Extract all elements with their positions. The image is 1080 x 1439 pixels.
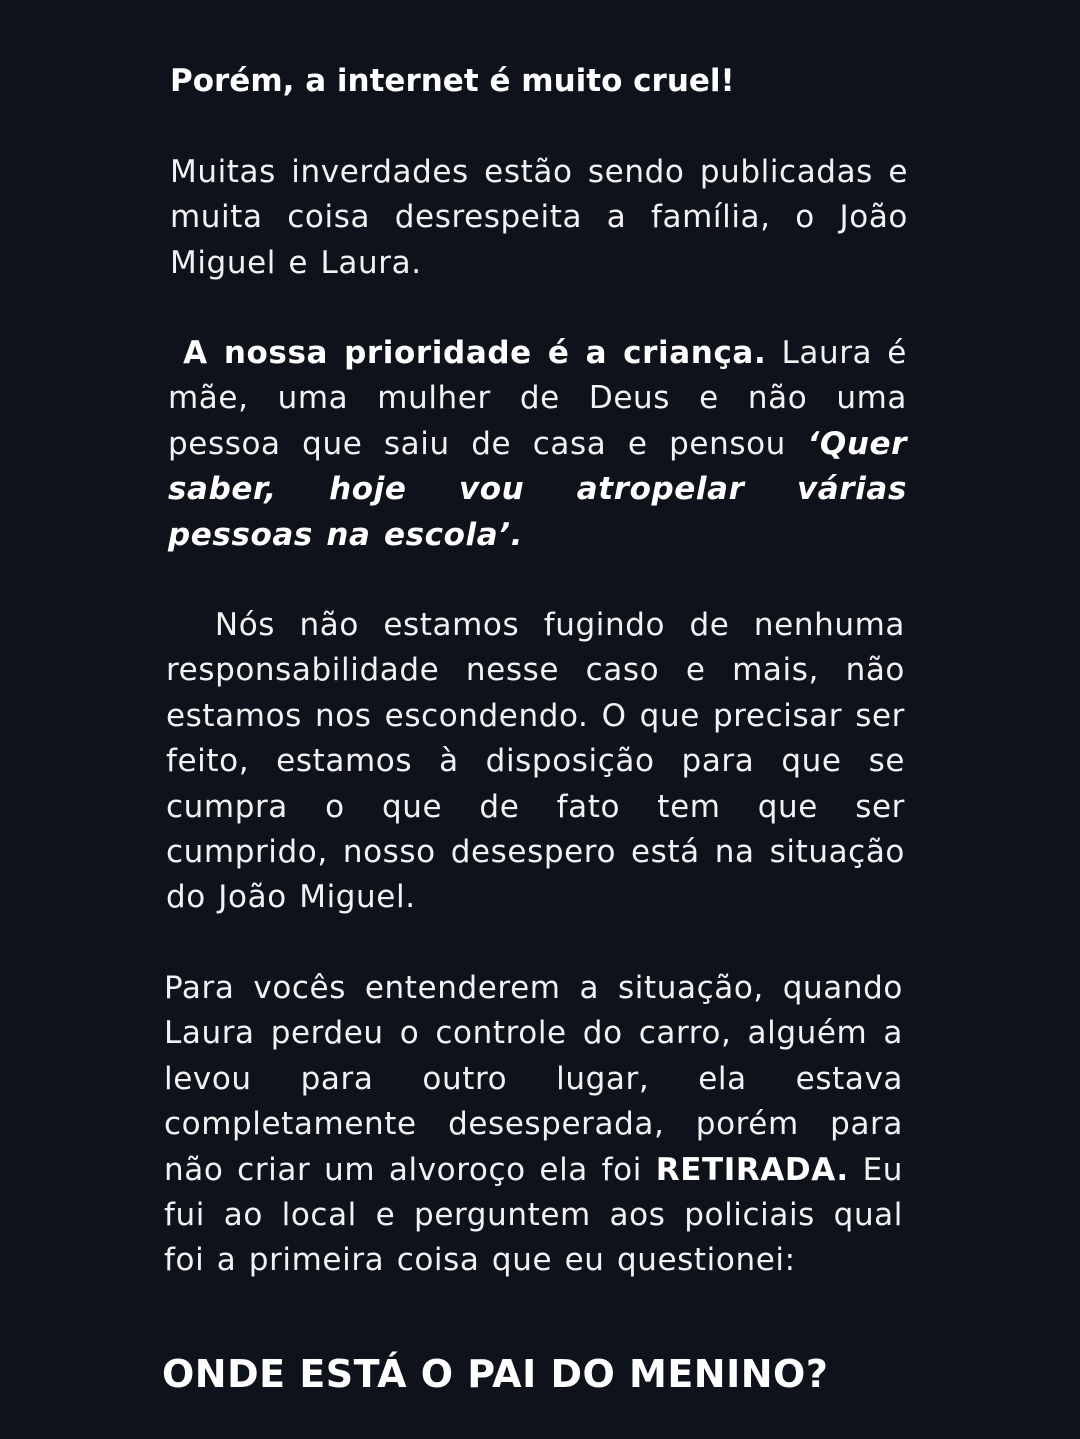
priority-statement: A nossa prioridade é a criança.	[183, 335, 767, 371]
paragraph-1	[170, 150, 908, 286]
paragraph-4-text-after: Eu fui ao local e perguntem aos policiais qual foi a primeira coisa que eu questionei:	[164, 1151, 904, 1279]
paragraph-3	[166, 603, 905, 921]
quote: ‘Quer saber, hoje vou atropelar várias pessoas na escola’.	[168, 425, 907, 553]
paragraph-2-text: Laura é mãe, uma mulher de Deus e não uma pessoa que saiu de casa e pensou	[168, 335, 907, 462]
heading: Porém, a internet é muito cruel!	[170, 63, 735, 99]
paragraph-4-text-before: Para vocês entenderem a situação, quando Laura perdeu o controle do carro, alguém a levou para outro lugar, ela estava completamente desesperada, porém para não criar um alvoroço ela foi	[164, 970, 903, 1188]
paragraph-2	[168, 331, 907, 558]
retirada-word: RETIRADA.	[655, 1151, 849, 1188]
paragraph-3-text: Nós não estamos fugindo de nenhuma responsabilidade nesse caso e mais, não estamos nos escondendo. O que precisar ser feito, estamos à disposição para que se cumpra o que de fato tem que ser cumprido, nosso desespero está na situação do João Miguel.	[166, 607, 905, 916]
closing-question: ONDE ESTÁ O PAI DO MENINO?	[162, 1352, 829, 1396]
paragraph-4	[164, 966, 903, 1284]
paragraph-1-text: Muitas inverdades estão sendo publicadas e muita coisa desrespeita a família, o João Miguel e Laura.	[170, 154, 908, 281]
